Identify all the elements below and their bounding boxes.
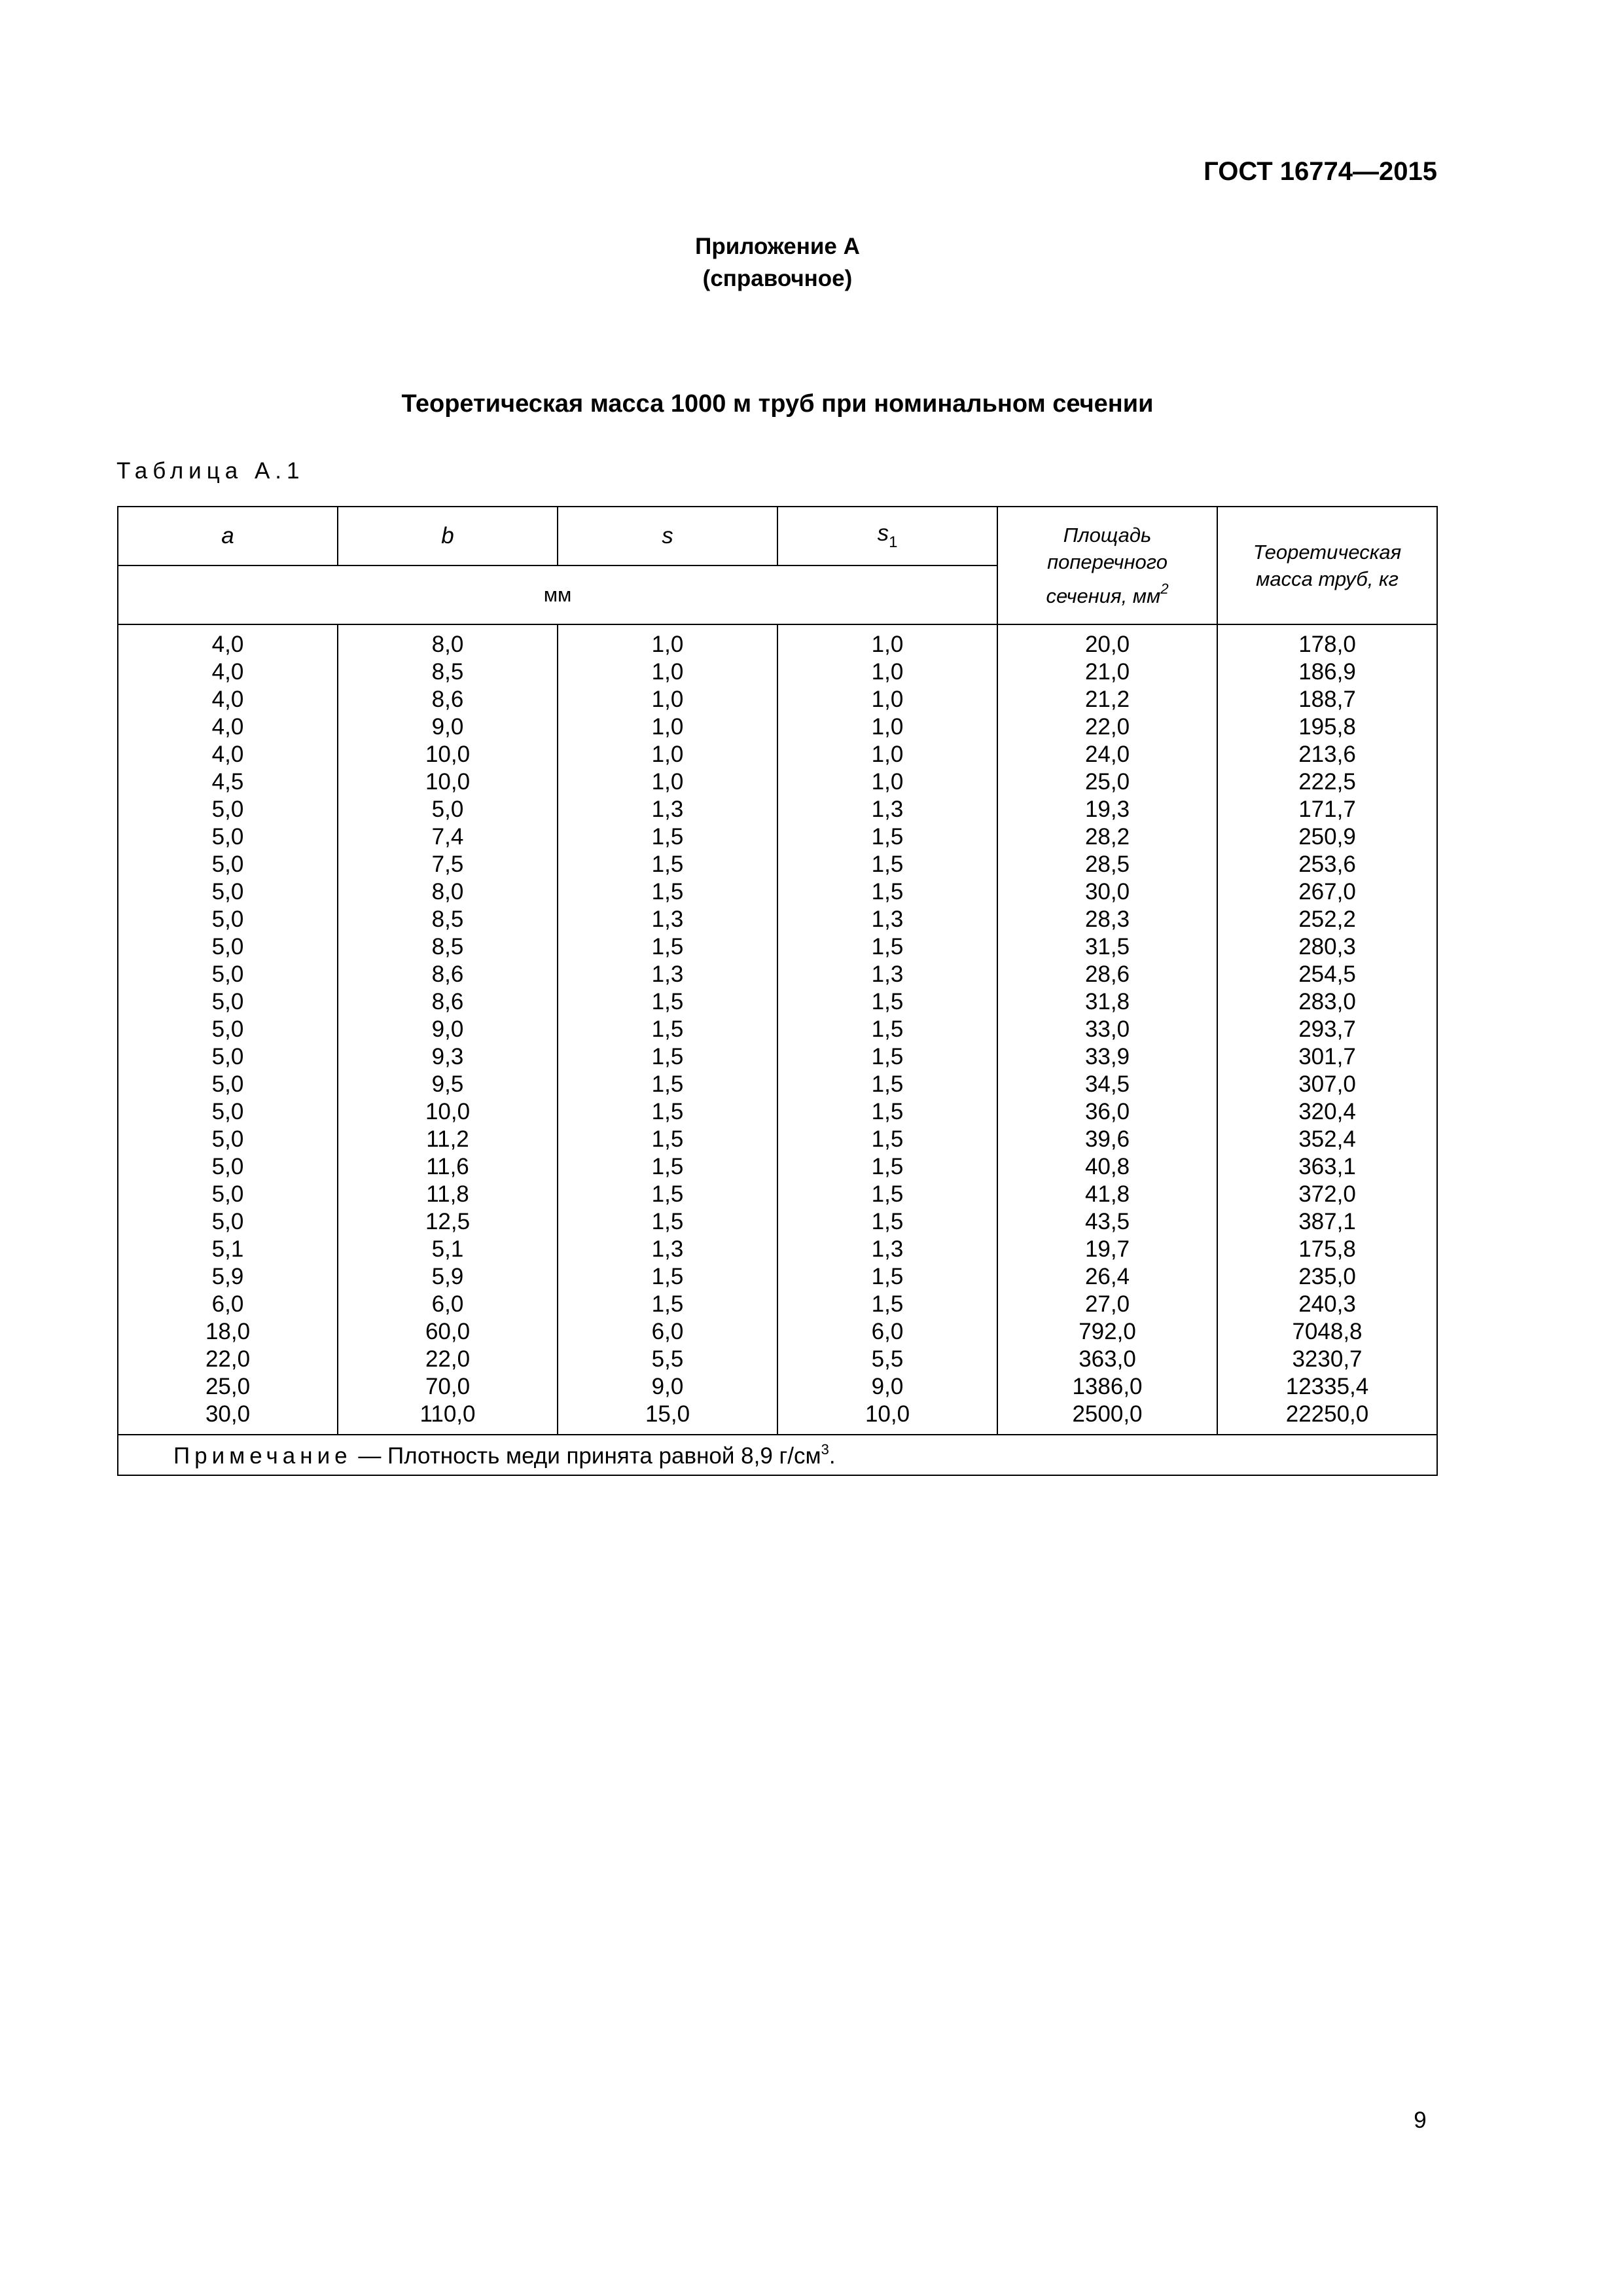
cell-a: 5,0 bbox=[118, 1098, 338, 1126]
cell-s1: 9,0 bbox=[777, 1373, 997, 1401]
cell-s: 1,5 bbox=[558, 823, 777, 851]
cell-mass: 293,7 bbox=[1217, 1016, 1437, 1043]
cell-b: 11,6 bbox=[338, 1153, 558, 1181]
cell-s1: 1,3 bbox=[777, 961, 997, 988]
header-area-text: сечения, мм bbox=[1046, 584, 1161, 607]
cell-a: 5,9 bbox=[118, 1263, 338, 1291]
table-row bbox=[118, 906, 1437, 933]
cell-s1: 1,5 bbox=[777, 1016, 997, 1043]
cell-a: 5,0 bbox=[118, 1126, 338, 1153]
cell-s: 1,3 bbox=[558, 906, 777, 933]
annex-heading bbox=[118, 230, 1437, 295]
cell-mass: 213,6 bbox=[1217, 741, 1437, 768]
cell-a: 5,0 bbox=[118, 906, 338, 933]
cell-s: 1,5 bbox=[558, 851, 777, 878]
cell-b: 11,8 bbox=[338, 1181, 558, 1208]
cell-s: 1,5 bbox=[558, 1263, 777, 1291]
cell-s: 1,5 bbox=[558, 1291, 777, 1318]
header-area-superscript: 2 bbox=[1160, 581, 1169, 597]
cell-s: 1,0 bbox=[558, 631, 777, 658]
cell-s: 1,5 bbox=[558, 988, 777, 1016]
table-row bbox=[118, 1263, 1437, 1291]
page-number: 9 bbox=[1414, 2108, 1427, 2133]
annex-status: (справочное) bbox=[702, 266, 853, 291]
cell-s1: 5,5 bbox=[777, 1346, 997, 1373]
cell-s: 1,3 bbox=[558, 961, 777, 988]
cell-s1: 1,5 bbox=[777, 1208, 997, 1236]
cell-mass: 320,4 bbox=[1217, 1098, 1437, 1126]
cell-a: 5,0 bbox=[118, 1208, 338, 1236]
cell-mass: 363,1 bbox=[1217, 1153, 1437, 1181]
cell-area: 28,6 bbox=[997, 961, 1217, 988]
cell-a: 22,0 bbox=[118, 1346, 338, 1373]
cell-a: 5,0 bbox=[118, 988, 338, 1016]
cell-area: 19,7 bbox=[997, 1236, 1217, 1263]
cell-a: 5,0 bbox=[118, 823, 338, 851]
cell-mass: 253,6 bbox=[1217, 851, 1437, 878]
cell-area: 24,0 bbox=[997, 741, 1217, 768]
cell-s1: 10,0 bbox=[777, 1401, 997, 1435]
cell-mass: 372,0 bbox=[1217, 1181, 1437, 1208]
cell-mass: 195,8 bbox=[1217, 713, 1437, 741]
cell-mass: 280,3 bbox=[1217, 933, 1437, 961]
cell-a: 18,0 bbox=[118, 1318, 338, 1346]
header-s1-base: s bbox=[877, 520, 889, 546]
cell-s1: 1,3 bbox=[777, 796, 997, 823]
cell-area: 31,5 bbox=[997, 933, 1217, 961]
cell-s: 1,0 bbox=[558, 713, 777, 741]
cell-b: 9,3 bbox=[338, 1043, 558, 1071]
cell-s1: 1,3 bbox=[777, 906, 997, 933]
table-row bbox=[118, 1346, 1437, 1373]
cell-mass: 175,8 bbox=[1217, 1236, 1437, 1263]
note-end: . bbox=[829, 1443, 836, 1469]
cell-area: 30,0 bbox=[997, 878, 1217, 906]
cell-area: 43,5 bbox=[997, 1208, 1217, 1236]
cell-area: 22,0 bbox=[997, 713, 1217, 741]
cell-s: 9,0 bbox=[558, 1373, 777, 1401]
cell-s: 1,5 bbox=[558, 1098, 777, 1126]
cell-b: 7,5 bbox=[338, 851, 558, 878]
cell-b: 10,0 bbox=[338, 768, 558, 796]
cell-s1: 1,5 bbox=[777, 823, 997, 851]
cell-mass: 171,7 bbox=[1217, 796, 1437, 823]
cell-a: 4,0 bbox=[118, 713, 338, 741]
cell-s: 1,5 bbox=[558, 1071, 777, 1098]
cell-area: 21,2 bbox=[997, 686, 1217, 713]
cell-s1: 1,0 bbox=[777, 741, 997, 768]
table-row bbox=[118, 1071, 1437, 1098]
cell-mass: 178,0 bbox=[1217, 631, 1437, 658]
cell-b: 9,0 bbox=[338, 713, 558, 741]
cell-area: 40,8 bbox=[997, 1153, 1217, 1181]
table-row bbox=[118, 1208, 1437, 1236]
cell-area: 33,0 bbox=[997, 1016, 1217, 1043]
cell-s: 6,0 bbox=[558, 1318, 777, 1346]
cell-s: 1,0 bbox=[558, 686, 777, 713]
cell-s: 1,5 bbox=[558, 1016, 777, 1043]
cell-s: 1,3 bbox=[558, 796, 777, 823]
header-a: a bbox=[118, 507, 338, 565]
cell-s1: 1,5 bbox=[777, 1291, 997, 1318]
table-row bbox=[118, 658, 1437, 686]
header-area-line2: поперечного bbox=[1047, 550, 1168, 573]
cell-area: 41,8 bbox=[997, 1181, 1217, 1208]
cell-s1: 1,0 bbox=[777, 768, 997, 796]
cell-mass: 3230,7 bbox=[1217, 1346, 1437, 1373]
cell-s1: 1,5 bbox=[777, 1263, 997, 1291]
cell-s1: 1,0 bbox=[777, 658, 997, 686]
cell-mass: 387,1 bbox=[1217, 1208, 1437, 1236]
cell-area: 33,9 bbox=[997, 1043, 1217, 1071]
table-header-spacer bbox=[118, 624, 1437, 631]
table-row bbox=[118, 631, 1437, 658]
table-row bbox=[118, 686, 1437, 713]
cell-area: 25,0 bbox=[997, 768, 1217, 796]
table-row bbox=[118, 961, 1437, 988]
cell-b: 10,0 bbox=[338, 741, 558, 768]
header-s: s bbox=[558, 507, 777, 565]
table-row bbox=[118, 1291, 1437, 1318]
cell-b: 5,1 bbox=[338, 1236, 558, 1263]
cell-mass: 186,9 bbox=[1217, 658, 1437, 686]
cell-a: 5,0 bbox=[118, 961, 338, 988]
table-row bbox=[118, 1043, 1437, 1071]
cell-a: 4,0 bbox=[118, 658, 338, 686]
cell-mass: 22250,0 bbox=[1217, 1401, 1437, 1435]
cell-s: 1,5 bbox=[558, 1153, 777, 1181]
cell-a: 6,0 bbox=[118, 1291, 338, 1318]
table-row bbox=[118, 823, 1437, 851]
table-row bbox=[118, 1318, 1437, 1346]
table-row bbox=[118, 1181, 1437, 1208]
table-note-row bbox=[118, 1435, 1437, 1475]
cell-mass: 12335,4 bbox=[1217, 1373, 1437, 1401]
cell-s: 1,0 bbox=[558, 741, 777, 768]
header-area-line1: Площадь bbox=[1063, 524, 1152, 547]
cell-s: 5,5 bbox=[558, 1346, 777, 1373]
cell-mass: 254,5 bbox=[1217, 961, 1437, 988]
cell-s: 1,5 bbox=[558, 1126, 777, 1153]
cell-a: 5,0 bbox=[118, 1016, 338, 1043]
cell-b: 8,6 bbox=[338, 961, 558, 988]
cell-s1: 1,5 bbox=[777, 1043, 997, 1071]
cell-a: 5,0 bbox=[118, 796, 338, 823]
table-row bbox=[118, 1016, 1437, 1043]
table-row bbox=[118, 1126, 1437, 1153]
cell-area: 19,3 bbox=[997, 796, 1217, 823]
cell-b: 60,0 bbox=[338, 1318, 558, 1346]
cell-a: 5,0 bbox=[118, 851, 338, 878]
cell-b: 8,5 bbox=[338, 658, 558, 686]
cell-s: 1,5 bbox=[558, 878, 777, 906]
cell-b: 8,6 bbox=[338, 686, 558, 713]
cell-s: 1,5 bbox=[558, 1043, 777, 1071]
cell-b: 12,5 bbox=[338, 1208, 558, 1236]
cell-a: 4,5 bbox=[118, 768, 338, 796]
table-row bbox=[118, 1153, 1437, 1181]
cell-s1: 1,5 bbox=[777, 1071, 997, 1098]
cell-mass: 240,3 bbox=[1217, 1291, 1437, 1318]
table-header-row bbox=[118, 507, 1437, 565]
cell-b: 6,0 bbox=[338, 1291, 558, 1318]
cell-s1: 1,5 bbox=[777, 1153, 997, 1181]
cell-area: 39,6 bbox=[997, 1126, 1217, 1153]
cell-s1: 1,0 bbox=[777, 631, 997, 658]
cell-b: 11,2 bbox=[338, 1126, 558, 1153]
cell-b: 5,9 bbox=[338, 1263, 558, 1291]
cell-a: 5,0 bbox=[118, 1153, 338, 1181]
cell-b: 70,0 bbox=[338, 1373, 558, 1401]
cell-mass: 252,2 bbox=[1217, 906, 1437, 933]
note-superscript: 3 bbox=[821, 1441, 829, 1458]
cell-s: 1,0 bbox=[558, 768, 777, 796]
cell-area: 28,5 bbox=[997, 851, 1217, 878]
cell-s1: 1,5 bbox=[777, 988, 997, 1016]
cell-b: 7,4 bbox=[338, 823, 558, 851]
cell-s1: 1,5 bbox=[777, 1098, 997, 1126]
cell-area: 28,3 bbox=[997, 906, 1217, 933]
cell-a: 30,0 bbox=[118, 1401, 338, 1435]
header-area-line3 bbox=[998, 575, 1217, 609]
cell-area: 1386,0 bbox=[997, 1373, 1217, 1401]
annex-title: Приложение А bbox=[695, 234, 860, 259]
cell-b: 9,5 bbox=[338, 1071, 558, 1098]
cell-s1: 1,0 bbox=[777, 713, 997, 741]
cell-b: 8,5 bbox=[338, 906, 558, 933]
cell-s: 1,5 bbox=[558, 1208, 777, 1236]
document-code: ГОСТ 16774—2015 bbox=[1204, 157, 1437, 186]
cell-b: 8,5 bbox=[338, 933, 558, 961]
cell-b: 8,0 bbox=[338, 631, 558, 658]
cell-mass: 235,0 bbox=[1217, 1263, 1437, 1291]
table-row bbox=[118, 933, 1437, 961]
table-row bbox=[118, 768, 1437, 796]
header-area bbox=[997, 507, 1217, 624]
cell-a: 5,0 bbox=[118, 1181, 338, 1208]
header-s1-subscript: 1 bbox=[889, 533, 898, 551]
header-s1 bbox=[777, 507, 997, 565]
cell-area: 34,5 bbox=[997, 1071, 1217, 1098]
section-title: Теоретическая масса 1000 м труб при номинальном сечении bbox=[401, 390, 1154, 418]
cell-s1: 6,0 bbox=[777, 1318, 997, 1346]
cell-b: 8,6 bbox=[338, 988, 558, 1016]
cell-b: 5,0 bbox=[338, 796, 558, 823]
cell-mass: 267,0 bbox=[1217, 878, 1437, 906]
table-row bbox=[118, 1401, 1437, 1435]
table-row bbox=[118, 988, 1437, 1016]
cell-area: 28,2 bbox=[997, 823, 1217, 851]
cell-a: 5,0 bbox=[118, 878, 338, 906]
cell-b: 22,0 bbox=[338, 1346, 558, 1373]
cell-s1: 1,5 bbox=[777, 851, 997, 878]
table-row bbox=[118, 851, 1437, 878]
cell-mass: 222,5 bbox=[1217, 768, 1437, 796]
cell-area: 20,0 bbox=[997, 631, 1217, 658]
cell-s: 1,3 bbox=[558, 1236, 777, 1263]
cell-a: 5,0 bbox=[118, 1043, 338, 1071]
table-row bbox=[118, 741, 1437, 768]
cell-area: 36,0 bbox=[997, 1098, 1217, 1126]
cell-mass: 307,0 bbox=[1217, 1071, 1437, 1098]
table-note bbox=[118, 1435, 1437, 1475]
cell-a: 5,0 bbox=[118, 1071, 338, 1098]
cell-s: 1,5 bbox=[558, 933, 777, 961]
table-row bbox=[118, 1373, 1437, 1401]
table-row bbox=[118, 1098, 1437, 1126]
cell-mass: 352,4 bbox=[1217, 1126, 1437, 1153]
data-table bbox=[117, 506, 1438, 1476]
cell-area: 792,0 bbox=[997, 1318, 1217, 1346]
cell-b: 110,0 bbox=[338, 1401, 558, 1435]
cell-area: 363,0 bbox=[997, 1346, 1217, 1373]
table-row bbox=[118, 713, 1437, 741]
cell-s: 15,0 bbox=[558, 1401, 777, 1435]
cell-mass: 301,7 bbox=[1217, 1043, 1437, 1071]
cell-a: 4,0 bbox=[118, 686, 338, 713]
cell-b: 10,0 bbox=[338, 1098, 558, 1126]
cell-b: 9,0 bbox=[338, 1016, 558, 1043]
table-row bbox=[118, 796, 1437, 823]
cell-s1: 1,5 bbox=[777, 1181, 997, 1208]
cell-s1: 1,5 bbox=[777, 933, 997, 961]
cell-b: 8,0 bbox=[338, 878, 558, 906]
cell-mass: 188,7 bbox=[1217, 686, 1437, 713]
cell-area: 27,0 bbox=[997, 1291, 1217, 1318]
cell-s1: 1,5 bbox=[777, 1126, 997, 1153]
cell-a: 5,1 bbox=[118, 1236, 338, 1263]
cell-s1: 1,5 bbox=[777, 878, 997, 906]
cell-a: 4,0 bbox=[118, 631, 338, 658]
cell-area: 2500,0 bbox=[997, 1401, 1217, 1435]
header-mass-line2: масса труб, кг bbox=[1256, 567, 1399, 590]
cell-a: 5,0 bbox=[118, 933, 338, 961]
cell-s: 1,0 bbox=[558, 658, 777, 686]
cell-s: 1,5 bbox=[558, 1181, 777, 1208]
note-label: Примечание bbox=[173, 1443, 352, 1469]
table-caption: Таблица А.1 bbox=[116, 458, 305, 484]
header-units: мм bbox=[118, 565, 997, 624]
header-mass-line1: Теоретическая bbox=[1253, 541, 1402, 564]
cell-s1: 1,3 bbox=[777, 1236, 997, 1263]
cell-mass: 7048,8 bbox=[1217, 1318, 1437, 1346]
cell-mass: 283,0 bbox=[1217, 988, 1437, 1016]
header-mass bbox=[1217, 507, 1437, 624]
header-b: b bbox=[338, 507, 558, 565]
cell-area: 26,4 bbox=[997, 1263, 1217, 1291]
cell-area: 21,0 bbox=[997, 658, 1217, 686]
cell-s1: 1,0 bbox=[777, 686, 997, 713]
cell-area: 31,8 bbox=[997, 988, 1217, 1016]
table-row bbox=[118, 878, 1437, 906]
cell-a: 25,0 bbox=[118, 1373, 338, 1401]
cell-mass: 250,9 bbox=[1217, 823, 1437, 851]
note-text: — Плотность меди принята равной 8,9 г/см bbox=[351, 1443, 821, 1469]
cell-a: 4,0 bbox=[118, 741, 338, 768]
table-row bbox=[118, 1236, 1437, 1263]
